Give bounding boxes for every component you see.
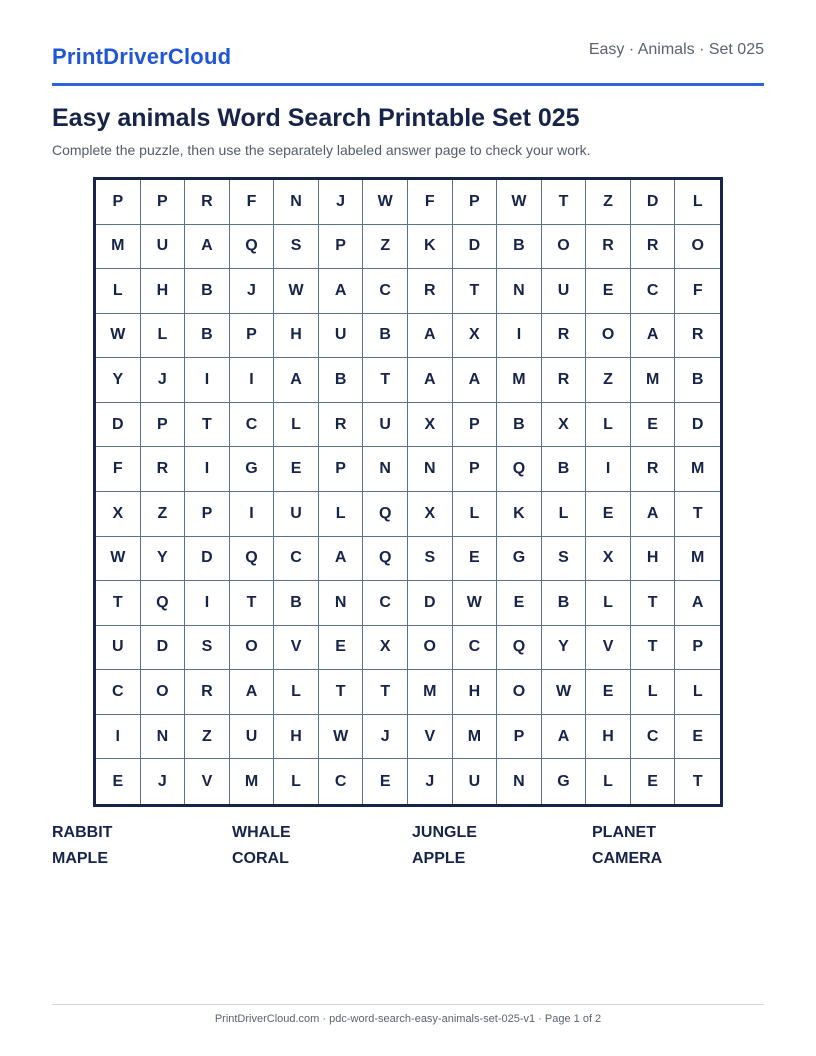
grid-cell: W: [96, 537, 141, 582]
grid-cell: X: [363, 626, 408, 671]
grid-cell: P: [185, 492, 230, 537]
grid-cell: V: [586, 626, 631, 671]
grid-cell: I: [586, 447, 631, 492]
grid-cell: L: [96, 269, 141, 314]
grid-cell: T: [319, 670, 364, 715]
grid-cell: U: [96, 626, 141, 671]
grid-cell: R: [141, 447, 186, 492]
grid-cell: T: [631, 581, 676, 626]
grid-cell: O: [497, 670, 542, 715]
word-search-grid: [93, 177, 723, 807]
grid-cell: U: [542, 269, 587, 314]
grid-cell: E: [586, 269, 631, 314]
grid-cell: S: [542, 537, 587, 582]
grid-cell: L: [274, 670, 319, 715]
grid-cell: S: [408, 537, 453, 582]
grid-cell: F: [408, 180, 453, 225]
grid-cell: M: [408, 670, 453, 715]
grid-cell: D: [631, 180, 676, 225]
grid-cell: D: [453, 225, 498, 270]
grid-cell: Z: [185, 715, 230, 760]
grid-cell: Q: [141, 581, 186, 626]
grid-cell: H: [453, 670, 498, 715]
grid-cell: S: [185, 626, 230, 671]
grid-cell: I: [230, 492, 275, 537]
grid-cell: W: [96, 314, 141, 359]
grid-cell: E: [96, 759, 141, 804]
grid-cell: R: [185, 180, 230, 225]
grid-cell: P: [675, 626, 720, 671]
grid-cell: J: [230, 269, 275, 314]
grid-cell: T: [453, 269, 498, 314]
grid-cell: R: [631, 447, 676, 492]
word-list-item: PLANET: [592, 824, 656, 841]
grid-cell: Y: [542, 626, 587, 671]
grid-cell: P: [453, 447, 498, 492]
grid-cell: L: [274, 759, 319, 804]
word-list-item: MAPLE: [52, 850, 108, 867]
grid-cell: P: [453, 180, 498, 225]
grid-cell: N: [497, 269, 542, 314]
grid-cell: A: [408, 358, 453, 403]
grid-cell: U: [453, 759, 498, 804]
grid-cell: U: [230, 715, 275, 760]
grid-cell: L: [274, 403, 319, 448]
grid-cell: L: [141, 314, 186, 359]
grid-cell: Y: [141, 537, 186, 582]
grid-cell: Y: [96, 358, 141, 403]
grid-cell: J: [141, 358, 186, 403]
grid-cell: O: [230, 626, 275, 671]
grid-cell: D: [96, 403, 141, 448]
grid-cell: T: [542, 180, 587, 225]
grid-cell: O: [141, 670, 186, 715]
grid-cell: C: [319, 759, 364, 804]
grid-cell: C: [631, 715, 676, 760]
grid-cell: C: [631, 269, 676, 314]
grid-cell: I: [497, 314, 542, 359]
grid-cell: A: [319, 537, 364, 582]
grid-cell: D: [141, 626, 186, 671]
grid-cell: L: [586, 581, 631, 626]
grid-cell: L: [453, 492, 498, 537]
grid-cell: A: [631, 492, 676, 537]
grid-cell: O: [408, 626, 453, 671]
grid-cell: M: [675, 447, 720, 492]
grid-cell: Q: [363, 537, 408, 582]
grid-cell: P: [497, 715, 542, 760]
grid-cell: B: [542, 581, 587, 626]
grid-cell: R: [408, 269, 453, 314]
grid-cell: L: [542, 492, 587, 537]
grid-cell: A: [675, 581, 720, 626]
grid-cell: P: [319, 447, 364, 492]
grid-cell: P: [453, 403, 498, 448]
page-subtitle: Complete the puzzle, then use the separately labeled answer page to check your work.: [52, 142, 591, 158]
grid-cell: E: [274, 447, 319, 492]
grid-cell: W: [319, 715, 364, 760]
grid-cell: H: [274, 715, 319, 760]
grid-cell: G: [497, 537, 542, 582]
grid-cell: Q: [230, 225, 275, 270]
grid-cell: E: [497, 581, 542, 626]
grid-cell: L: [586, 403, 631, 448]
grid-cell: I: [185, 447, 230, 492]
grid-cell: P: [319, 225, 364, 270]
grid-cell: A: [230, 670, 275, 715]
grid-cell: E: [586, 492, 631, 537]
grid-cell: Q: [363, 492, 408, 537]
brand-logo-text[interactable]: PrintDriverCloud: [52, 44, 232, 69]
grid-cell: A: [185, 225, 230, 270]
grid-cell: Z: [363, 225, 408, 270]
grid-cell: L: [319, 492, 364, 537]
grid-cell: A: [319, 269, 364, 314]
grid-cell: R: [586, 225, 631, 270]
grid-cell: I: [185, 358, 230, 403]
grid-cell: P: [230, 314, 275, 359]
grid-cell: L: [631, 670, 676, 715]
grid-cell: X: [96, 492, 141, 537]
grid-cell: M: [230, 759, 275, 804]
grid-cell: J: [319, 180, 364, 225]
grid-cell: I: [96, 715, 141, 760]
grid-cell: T: [631, 626, 676, 671]
grid-cell: P: [141, 180, 186, 225]
grid-cell: S: [274, 225, 319, 270]
grid-cell: B: [497, 225, 542, 270]
grid-cell: C: [230, 403, 275, 448]
grid-cell: E: [631, 403, 676, 448]
grid-cell: B: [274, 581, 319, 626]
grid-cell: F: [230, 180, 275, 225]
grid-cell: B: [542, 447, 587, 492]
grid-cell: M: [96, 225, 141, 270]
grid-cell: X: [586, 537, 631, 582]
grid-cell: E: [319, 626, 364, 671]
grid-cell: W: [497, 180, 542, 225]
grid-cell: T: [363, 670, 408, 715]
grid-cell: B: [185, 269, 230, 314]
grid-cell: R: [631, 225, 676, 270]
grid-cell: J: [141, 759, 186, 804]
grid-cell: V: [274, 626, 319, 671]
footer-divider: [52, 1004, 764, 1005]
grid-cell: A: [453, 358, 498, 403]
word-list-item: WHALE: [232, 824, 291, 841]
grid-cell: N: [363, 447, 408, 492]
grid-cell: J: [408, 759, 453, 804]
grid-cell: C: [453, 626, 498, 671]
grid-cell: W: [363, 180, 408, 225]
grid-cell: L: [675, 180, 720, 225]
grid-cell: B: [497, 403, 542, 448]
grid-cell: X: [453, 314, 498, 359]
grid-cell: O: [542, 225, 587, 270]
grid-cell: A: [542, 715, 587, 760]
grid-cell: W: [542, 670, 587, 715]
grid-cell: N: [408, 447, 453, 492]
grid-cell: H: [274, 314, 319, 359]
grid-cell: P: [141, 403, 186, 448]
grid-cell: X: [408, 403, 453, 448]
grid-cell: T: [692, 772, 703, 790]
grid-cell: C: [363, 269, 408, 314]
grid-cell: R: [542, 314, 587, 359]
grid-cell: F: [96, 447, 141, 492]
grid-cell: V: [408, 715, 453, 760]
grid-cell: O: [586, 314, 631, 359]
grid-cell: D: [185, 537, 230, 582]
breadcrumb: Easy · Animals · Set 025: [588, 41, 764, 58]
word-list: [52, 824, 772, 868]
grid-cell: A: [274, 358, 319, 403]
grid-cell: V: [185, 759, 230, 804]
word-list-item: CORAL: [232, 850, 289, 867]
grid-cell: N: [141, 715, 186, 760]
grid-cell: L: [675, 670, 720, 715]
grid-cell: H: [631, 537, 676, 582]
grid-cell: M: [497, 358, 542, 403]
grid-cell: B: [675, 358, 720, 403]
grid-cell: X: [408, 492, 453, 537]
grid-cell: C: [96, 670, 141, 715]
grid-cell: J: [363, 715, 408, 760]
grid-cell: R: [185, 670, 230, 715]
grid-cell: T: [230, 581, 275, 626]
grid-cell: C: [363, 581, 408, 626]
grid-cell: P: [96, 180, 141, 225]
page-footer: PrintDriverCloud.com · pdc-word-search-easy-animals-set-025-v1 · Page 1 of 2: [214, 1013, 602, 1025]
grid-cell: U: [363, 403, 408, 448]
grid-cell: B: [185, 314, 230, 359]
grid-cell: M: [675, 537, 720, 582]
grid-cell: A: [408, 314, 453, 359]
grid-cell: N: [274, 180, 319, 225]
grid-cell: I: [230, 358, 275, 403]
page-header: [52, 0, 764, 86]
grid-cell: C: [274, 537, 319, 582]
grid-cell: Z: [141, 492, 186, 537]
grid-cell: B: [363, 314, 408, 359]
grid-cell: Z: [586, 358, 631, 403]
grid-cell: L: [586, 759, 631, 804]
grid-cell: Z: [586, 180, 631, 225]
word-list-item: CAMERA: [592, 850, 663, 867]
grid-cell: A: [631, 314, 676, 359]
grid-cell: K: [497, 492, 542, 537]
grid-cell: E: [363, 759, 408, 804]
grid-cell: M: [631, 358, 676, 403]
grid-cell: K: [408, 225, 453, 270]
grid-cell: T: [675, 492, 720, 537]
grid-cell: H: [586, 715, 631, 760]
grid-cell: U: [319, 314, 364, 359]
word-list-item: RABBIT: [52, 824, 113, 841]
grid-cell: R: [319, 403, 364, 448]
grid-cell: Q: [497, 447, 542, 492]
grid-cell: M: [453, 715, 498, 760]
grid-cell: E: [586, 670, 631, 715]
grid-cell: T: [96, 581, 141, 626]
grid-cell: H: [141, 269, 186, 314]
grid-cell: N: [497, 759, 542, 804]
grid-cell: E: [453, 537, 498, 582]
grid-cell: O: [675, 225, 720, 270]
grid-cell: W: [453, 581, 498, 626]
grid-cell: Q: [230, 537, 275, 582]
grid-cell: R: [675, 314, 720, 359]
grid-cell: G: [230, 447, 275, 492]
word-list-item: APPLE: [412, 850, 466, 867]
grid-cell: D: [675, 403, 720, 448]
grid-cell: U: [141, 225, 186, 270]
grid-cell: W: [274, 269, 319, 314]
grid-cell: F: [675, 269, 720, 314]
grid-cell: Q: [497, 626, 542, 671]
grid-cell: X: [542, 403, 587, 448]
grid-cell: B: [319, 358, 364, 403]
grid-cell: T: [185, 403, 230, 448]
grid-cell: I: [185, 581, 230, 626]
grid-cell: G: [542, 759, 587, 804]
grid-cell: U: [274, 492, 319, 537]
grid-cell: E: [631, 759, 676, 804]
grid-cell: D: [408, 581, 453, 626]
grid-cell: R: [542, 358, 587, 403]
grid-cell: E: [675, 715, 720, 760]
page-title: Easy animals Word Search Printable Set 025: [52, 104, 580, 132]
grid-cell: T: [363, 358, 408, 403]
grid-cell: N: [319, 581, 364, 626]
word-list-item: JUNGLE: [412, 824, 477, 841]
